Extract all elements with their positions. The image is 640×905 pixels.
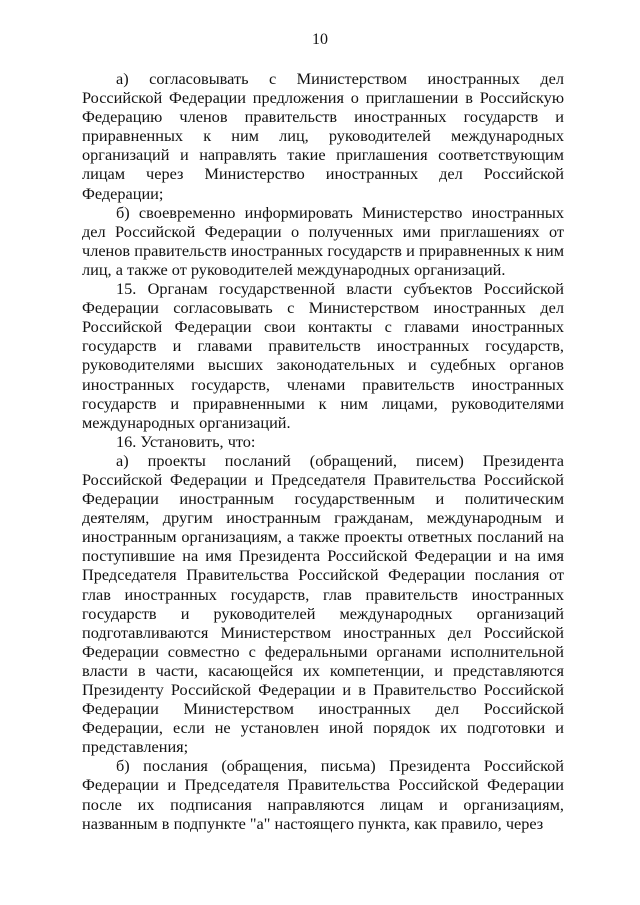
paragraph-item-b-inform-ministry: б) своевременно информировать Министерство иностранных дел Российской Федерации о полученных ими приглашениях от членов правительств иностранных государств и приравненных к ним лиц, а также от руководителей международных организаций.	[82, 202, 564, 279]
paragraph-clause-15: 15. Органам государственной власти субъектов Российской Федерации согласовывать с Министерством иностранных дел Российской Федерации свои контакты с главами иностранных государств и главами правительств иностранных государств, руководителями высших законодательных и судебных органов иностранных государств, членами правительств иностранных государств и приравненными к ним лицами, руководителями международных организаций.	[82, 279, 564, 432]
paragraph-clause-16-intro: 16. Установить, что:	[116, 431, 256, 451]
paragraph-item-a-coordinate-invitations: а) согласовывать с Министерством иностранных дел Российской Федерации предложения о приглашении в Российскую Федерацию членов правительств иностранных государств и приравненных к ним лиц, руководителей международных организаций и направлять такие приглашения соответствующим лицам через Министерство иностранных дел Российской Федерации;	[82, 69, 564, 203]
paragraph-clause-16-item-a: а) проекты посланий (обращений, писем) Президента Российской Федерации и Председателя Правительства Российской Федерации иностранным государственным и политическим деятелям, другим иностранным гражданам, международным и иностранным организациям, а также проекты ответных посланий на поступившие на имя Президента Российской Федерации и на имя Председателя Правительства Российской Федерации послания от глав иностранных государств, глав правительств иностранных государств и руководителей международных организаций подготавливаются Министерством иностранных дел Российской Федерации совместно с федеральными органами исполнительной власти в части, касающейся их компетенции, и представляются Президенту Российской Федерации и в Правительство Российской Федерации Министерством иностранных дел Российской Федерации, если не установлен иной порядок их подготовки и представления;	[82, 450, 564, 757]
document-body	[82, 69, 564, 833]
page-number: 10	[312, 31, 328, 48]
paragraph-clause-16-item-b: б) послания (обращения, письма) Президента Российской Федерации и Председателя Правительства Российской Федерации после их подписания направляются лицам и организациям, названным в подпункте "а" настоящего пункта, как правило, через	[82, 756, 564, 833]
